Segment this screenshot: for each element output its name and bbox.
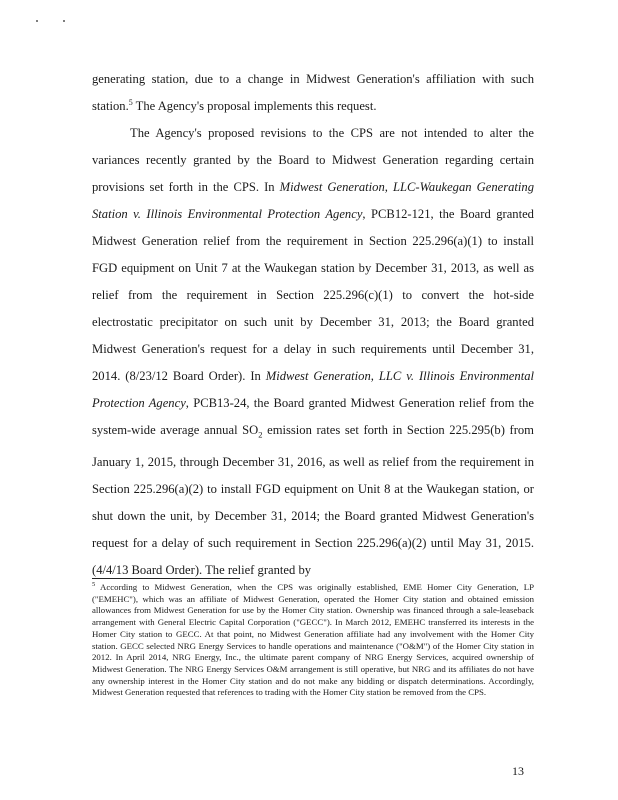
scan-mark-dot bbox=[63, 20, 65, 22]
paragraph-text: The Agency's proposed revisions to the CPS are not intended to alter the variances recently granted by the Board to Midwest Generation regarding certain provisions set forth in the CPS. In bbox=[92, 126, 534, 194]
footnote-separator bbox=[92, 578, 240, 579]
variance-paragraph bbox=[92, 120, 534, 584]
continuation-after: The Agency's proposal implements this request. bbox=[132, 99, 377, 113]
case-citation: Midwest Generation, LLC v. Illinois Environmental Protection Agency bbox=[92, 369, 534, 410]
continuation-text: generating station, due to a change in Midwest Generation's affiliation with such station. bbox=[92, 72, 534, 113]
so2-subscript: 2 bbox=[258, 429, 263, 440]
scan-mark-dot bbox=[36, 20, 38, 22]
body-text bbox=[92, 66, 534, 584]
paragraph-text: , PCB13-24, the Board granted Midwest Generation relief from the system-wide average annual SO bbox=[92, 396, 535, 437]
continuation-paragraph bbox=[92, 66, 534, 120]
footnote-marker: 5 bbox=[92, 581, 96, 589]
page-number: 13 bbox=[512, 764, 524, 778]
footnote-text: According to Midwest Generation, when the CPS was originally established, EME Homer City Generation, LP ("EMEHC"), which was an affiliate of Midwest Generation, operated the Homer City station and obtained emission allowances from Midwest Generation for use by the Homer City station. Ownership was financed through a sale-leaseback arrangement with General Electric Capital Corporation ("GECC"). In March 2012, EMEHC transferred its interests in the Homer City station to GECC. At that point, no Midwest Generation affiliate had any involvement with the Homer City station. GECC selected NRG Energy Services to handle operations and maintenance ("O&M") of the Homer City station in 2012. In April 2014, NRG Energy, Inc., the ultimate parent company of NRG Energy Services, acquired ownership of Midwest Generation. The NRG Energy Services O&M arrangement is still operative, but NRG and its affiliates do not have any ownership interest in the Homer City station and do not make any bidding or dispatch determinations. Accordingly, Midwest Generation requested that references to trading with the Homer City station be removed from the CPS. bbox=[92, 582, 534, 698]
footnote-reference: 5 bbox=[128, 97, 133, 107]
footnote bbox=[92, 582, 534, 699]
case-citation: Midwest Generation, LLC-Waukegan Generating Station v. Illinois Environmental Protection Agency bbox=[92, 180, 535, 221]
paragraph-text: , PCB12-121, the Board granted Midwest Generation relief from the requirement in Section 225.296(a)(1) to install FGD equipment on Unit 7 at the Waukegan station by December 31, 2013, as well as relief from the requirement in Section 225.296(c)(1) to convert the hot-side electrostatic precipitator on such unit by December 31, 2013; the Board granted Midwest Generation's request for a delay in such requirements until December 31, 2014. (8/23/12 Board Order). In bbox=[92, 207, 534, 383]
paragraph-text: emission rates set forth in Section 225.295(b) from January 1, 2015, through December 31, 2016, as well as relief from the requirement in Section 225.296(a)(2) to install FGD equipment on Unit 8 at the Waukegan station, or shut down the unit, by December 31, 2014; the Board granted Midwest Generation's request for a delay of such requirement in Section 225.296(a)(2) until May 31, 2015. (4/4/13 Board Order). The relief granted by bbox=[92, 423, 534, 577]
